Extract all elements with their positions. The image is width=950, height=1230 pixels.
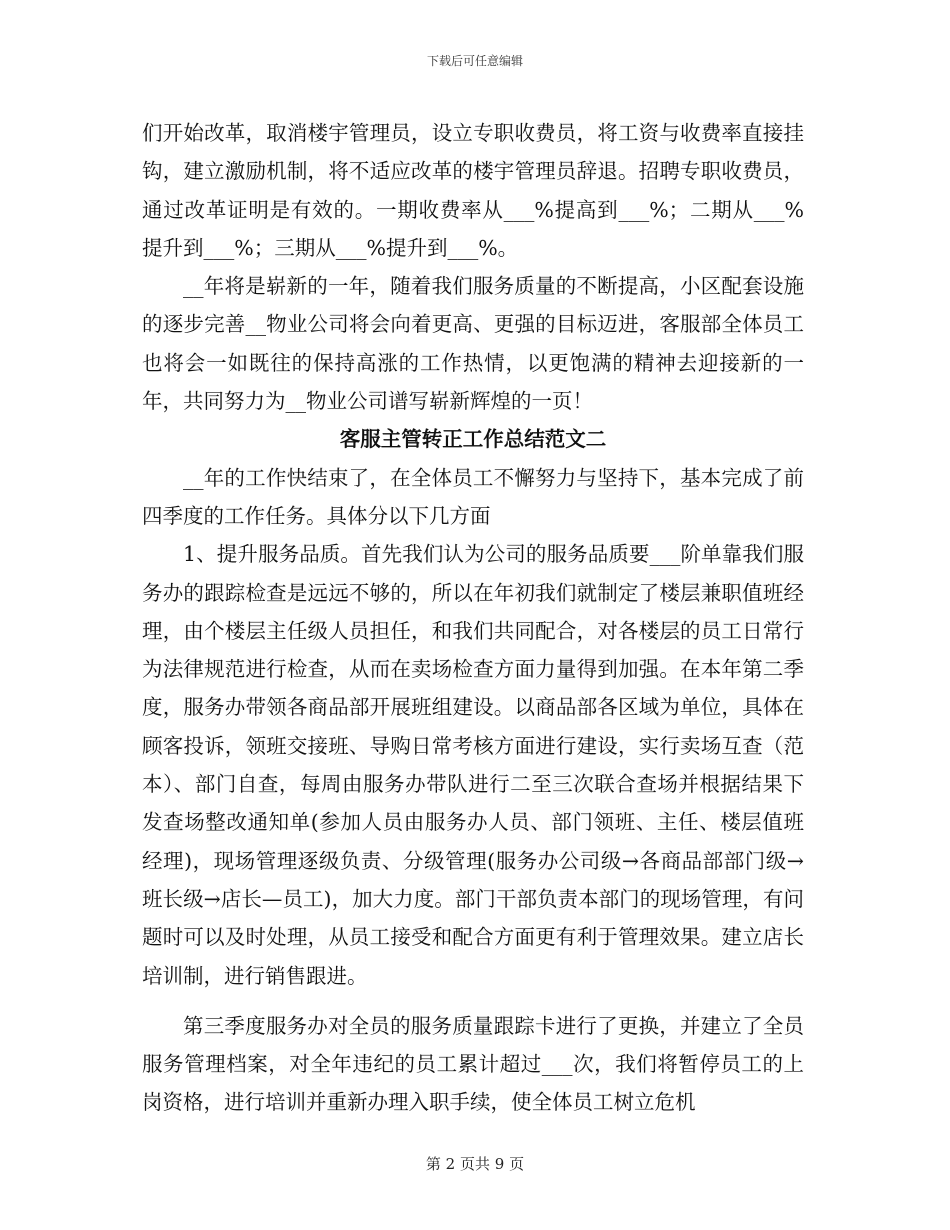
paragraph-outlook: __年将是崭新的一年，随着我们服务质量的不断提高，小区配套设施的逐步完善__物业公司将会向着更高、更强的目标迈进，客服部全体员工也将会一如既往的保持高涨的工作热情，以更饱满的精神去迎接新的一年，共同努力为__物业公司谱写崭新辉煌的一页！ xyxy=(142,274,804,414)
page-footer: 第 2 页共 9 页 xyxy=(425,1155,525,1173)
paragraph-reform: 们开始改革，取消楼宇管理员，设立专职收费员，将工资与收费率直接挂钩，建立激励机制，将不适应改革的楼宇管理员辞退。招聘专职收费员，通过改革证明是有效的。一期收费率从___%提高到___%；二期从___%提升到___%；三期从___%提升到___%。 xyxy=(142,121,804,260)
section-heading: 客服主管转正工作总结范文二 xyxy=(339,427,607,452)
paragraph-third-quarter: 第三季度服务办对全员的服务质量跟踪卡进行了更换，并建立了全员服务管理档案，对全年违纪的员工累计超过___次，我们将暂停员工的上岗资格，进行培训并重新办理入职手续，使全体员工树立危机 xyxy=(142,1013,804,1115)
paragraph-service-quality: 1、提升服务品质。首先我们认为公司的服务品质要___阶单靠我们服务办的跟踪检查是远远不够的，所以在年初我们就制定了楼层兼职值班经理，由个楼层主任级人员担任，和我们共同配合，对各楼层的员工日常行为法律规范进行检查，从而在卖场检查方面力量得到加强。在本年第二季度，服务办带领各商品部开展班组建设。以商品部各区域为单位，具体在顾客投诉，领班交接班、导购日常考核方面进行建设，实行卖场互查（范本）、部门自查，每周由服务办带队进行二至三次联合查场并根据结果下发查场整改通知单(参加人员由服务办人员、部门领班、主任、楼层值班经理)，现场管理逐级负责、分级管理(服务办公司级→各商品部部门级→班长级→店长—员工)，加大力度。部门干部负责本部门的现场管理，有问题时可以及时处理，从员工接受和配合方面更有利于管理效果。建立店长培训制，进行销售跟进。 xyxy=(142,542,804,988)
page-header: 下载后可任意编辑 xyxy=(426,54,523,68)
paragraph-intro: __年的工作快结束了，在全体员工不懈努力与坚持下，基本完成了前四季度的工作任务。具体分以下几方面 xyxy=(142,465,804,528)
document-body xyxy=(142,114,804,1122)
